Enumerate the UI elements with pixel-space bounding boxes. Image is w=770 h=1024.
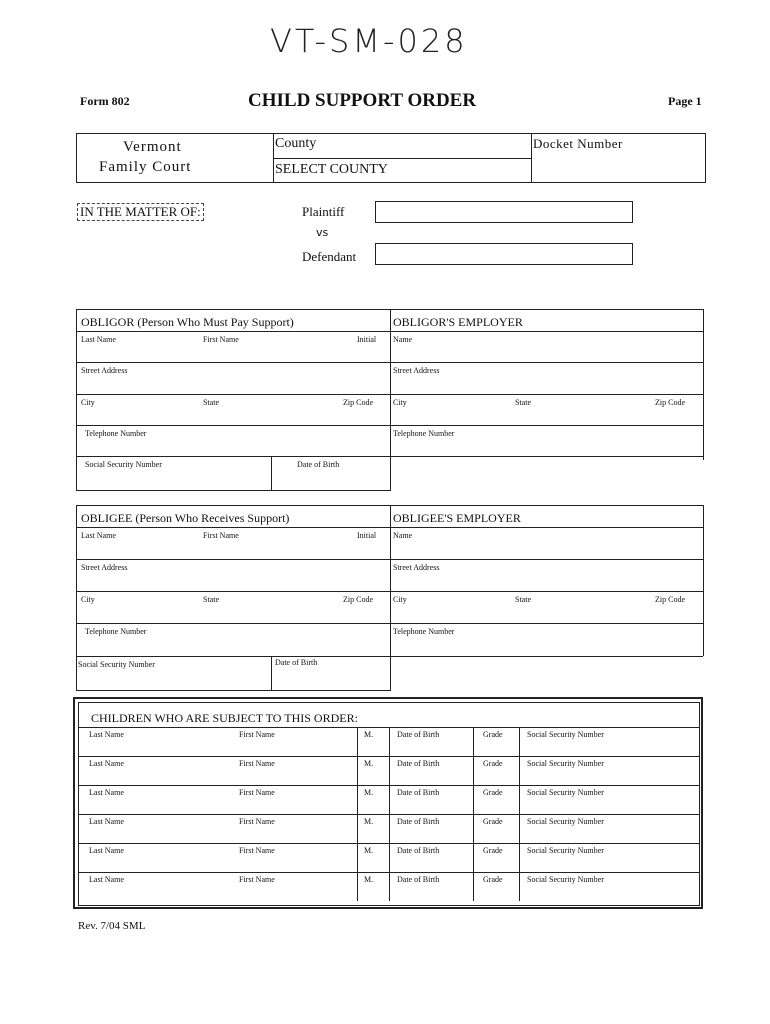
vs-label: vs [316,226,329,239]
child-column-divider [519,843,520,872]
child-ssn-label: Social Security Number [527,817,604,826]
child-dob-label: Date of Birth [397,846,440,855]
obligor-ssn-label: Social Security Number [85,460,162,469]
obligee-employer-street-label: Street Address [393,563,440,572]
child-column-divider [473,727,474,756]
obligor-employer-city-label: City [393,398,407,407]
obligee-employer-name-label: Name [393,531,413,540]
child-last-label: Last Name [89,875,124,884]
child-column-divider [389,814,390,843]
obligor-last-name-label: Last Name [81,335,116,344]
obligee-zip-label: Zip Code [343,595,373,604]
child-column-divider [389,872,390,901]
child-dob-label: Date of Birth [397,875,440,884]
obligor-street-label: Street Address [81,366,128,375]
child-mi-label: M. [364,759,374,768]
obligor-dob-label: Date of Birth [297,460,340,469]
obligee-section [76,505,704,690]
obligee-employer-panel [389,506,704,656]
court-state: Vermont [123,139,182,155]
obligor-zip-label: Zip Code [343,398,373,407]
child-column-divider [389,727,390,756]
child-first-label: First Name [239,788,275,797]
child-column-divider [357,785,358,814]
obligor-city-label: City [81,398,95,407]
child-column-divider [357,727,358,756]
court-header-box [76,133,706,183]
child-column-divider [473,872,474,901]
child-column-divider [519,727,520,756]
child-ssn-label: Social Security Number [527,875,604,884]
revision-label: Rev. 7/04 SML [78,920,146,932]
child-last-label: Last Name [89,730,124,739]
obligor-panel [76,310,391,491]
child-column-divider [519,756,520,785]
county-cell [273,134,532,182]
child-last-label: Last Name [89,759,124,768]
child-mi-label: M. [364,788,374,797]
child-first-label: First Name [239,875,275,884]
child-first-label: First Name [239,730,275,739]
obligee-employer-phone-label: Telephone Number [393,627,455,636]
obligor-employer-phone-label: Telephone Number [393,429,455,438]
child-column-divider [389,843,390,872]
obligee-phone-label: Telephone Number [85,627,147,636]
child-first-label: First Name [239,817,275,826]
child-dob-label: Date of Birth [397,817,440,826]
defendant-field[interactable] [375,243,633,265]
child-column-divider [473,756,474,785]
child-last-label: Last Name [89,788,124,797]
form-number: Form 802 [80,94,130,108]
obligee-panel [76,506,391,691]
child-grade-label: Grade [483,730,503,739]
obligee-title: OBLIGEE (Person Who Receives Support) [81,511,290,525]
child-column-divider [389,756,390,785]
child-dob-label: Date of Birth [397,730,440,739]
page-title: CHILD SUPPORT ORDER [248,90,477,111]
obligee-first-name-label: First Name [203,531,239,540]
court-cell [77,134,274,182]
child-column-divider [473,843,474,872]
child-ssn-label: Social Security Number [527,788,604,797]
obligor-employer-zip-label: Zip Code [655,398,685,407]
handwritten-form-id: VT-SM-028 [270,22,468,60]
obligor-section [76,309,704,490]
obligor-first-name-label: First Name [203,335,239,344]
obligee-dob-label: Date of Birth [275,658,318,667]
obligor-employer-street-label: Street Address [393,366,440,375]
child-first-label: First Name [239,846,275,855]
obligee-employer-city-label: City [393,595,407,604]
obligor-employer-panel [389,310,704,460]
obligee-employer-state-label: State [515,595,531,604]
obligee-initial-label: Initial [357,531,377,540]
child-mi-label: M. [364,730,374,739]
child-grade-label: Grade [483,759,503,768]
child-mi-label: M. [364,846,374,855]
child-dob-label: Date of Birth [397,759,440,768]
obligor-state-label: State [203,398,219,407]
child-grade-label: Grade [483,788,503,797]
plaintiff-field[interactable] [375,201,633,223]
obligee-street-label: Street Address [81,563,128,572]
plaintiff-label: Plaintiff [302,204,345,219]
child-column-divider [473,785,474,814]
children-table [73,697,703,909]
child-column-divider [473,814,474,843]
obligee-employer-title: OBLIGEE'S EMPLOYER [393,511,521,525]
child-column-divider [519,872,520,901]
obligor-initial-label: Initial [357,335,377,344]
matter-label: IN THE MATTER OF: [77,203,204,221]
child-column-divider [357,872,358,901]
child-dob-label: Date of Birth [397,788,440,797]
child-column-divider [389,785,390,814]
obligee-employer-zip-label: Zip Code [655,595,685,604]
child-column-divider [357,814,358,843]
obligor-title: OBLIGOR (Person Who Must Pay Support) [81,315,294,329]
court-name: Family Court [99,159,192,175]
county-label: County [275,136,317,151]
child-mi-label: M. [364,875,374,884]
child-last-label: Last Name [89,846,124,855]
child-ssn-label: Social Security Number [527,846,604,855]
child-grade-label: Grade [483,875,503,884]
child-ssn-label: Social Security Number [527,759,604,768]
child-grade-label: Grade [483,817,503,826]
child-column-divider [357,756,358,785]
children-table-inner [78,702,700,906]
child-column-divider [357,843,358,872]
obligor-employer-state-label: State [515,398,531,407]
obligee-last-name-label: Last Name [81,531,116,540]
child-first-label: First Name [239,759,275,768]
docket-number-label: Docket Number [533,136,623,151]
child-ssn-label: Social Security Number [527,730,604,739]
defendant-label: Defendant [302,249,357,264]
children-title: CHILDREN WHO ARE SUBJECT TO THIS ORDER: [91,711,358,725]
obligee-ssn-label: Social Security Number [78,660,155,669]
obligee-state-label: State [203,595,219,604]
obligor-phone-label: Telephone Number [85,429,147,438]
page-number: Page 1 [668,94,702,108]
child-mi-label: M. [364,817,374,826]
county-select[interactable]: SELECT COUNTY [275,162,388,177]
child-last-label: Last Name [89,817,124,826]
child-column-divider [519,814,520,843]
obligor-employer-title: OBLIGOR'S EMPLOYER [393,315,523,329]
obligee-city-label: City [81,595,95,604]
obligor-employer-name-label: Name [393,335,413,344]
child-grade-label: Grade [483,846,503,855]
child-column-divider [519,785,520,814]
